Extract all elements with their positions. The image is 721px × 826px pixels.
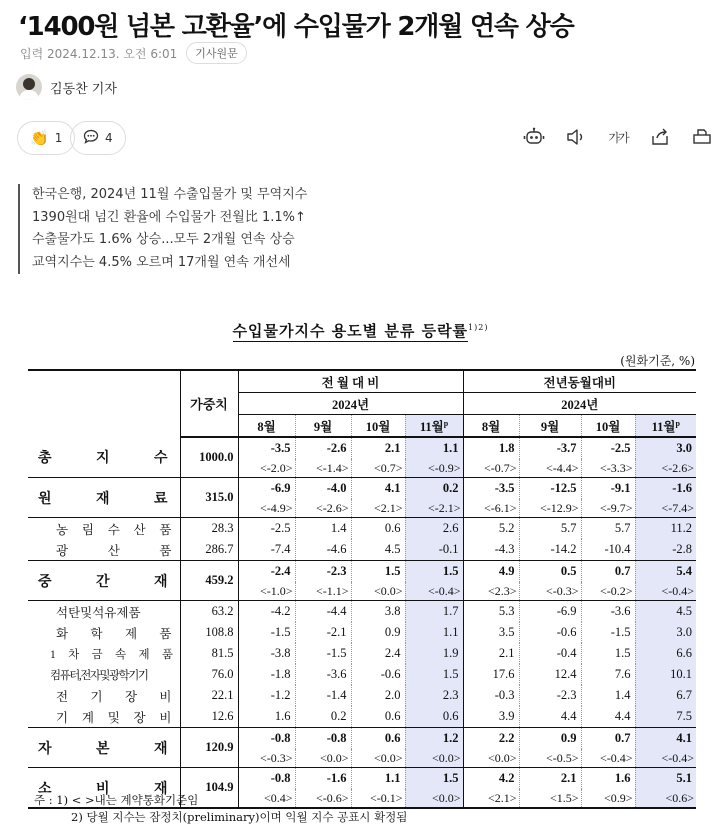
print-icon[interactable] — [691, 126, 713, 148]
month-header: 8월 — [463, 415, 519, 438]
table-sub-row — [28, 685, 696, 706]
value-cell: -2.5 — [581, 437, 635, 459]
value-cell: 12.4 — [519, 664, 581, 685]
contract-value-cell: <-0.3> — [519, 582, 581, 601]
article-toolbar — [523, 126, 713, 148]
contract-value-cell: <-2.1> — [405, 499, 463, 518]
value-cell: 2.6 — [405, 518, 463, 540]
sub-row-label: 컴퓨터,전자및광학기기 — [28, 664, 180, 685]
font-size-icon[interactable] — [607, 126, 629, 148]
contract-value-cell: <-0.3> — [238, 749, 295, 768]
contract-value-cell: <-0.9> — [405, 459, 463, 478]
weight-cell: 63.2 — [180, 601, 238, 623]
value-cell: -10.4 — [581, 539, 635, 561]
value-cell: -1.6 — [295, 768, 351, 790]
author-byline[interactable] — [16, 74, 117, 100]
value-cell: 1.5 — [351, 561, 405, 583]
value-cell: 0.2 — [295, 706, 351, 728]
value-cell: -6.9 — [519, 601, 581, 623]
value-cell: 5.7 — [581, 518, 635, 540]
month-header: 10월 — [351, 415, 405, 438]
table-title — [0, 320, 721, 341]
value-cell: 1.5 — [405, 768, 463, 790]
value-cell: 1.2 — [405, 728, 463, 750]
value-cell: -0.1 — [405, 539, 463, 561]
value-cell: 2.0 — [351, 685, 405, 706]
table-row — [28, 478, 696, 500]
value-cell: -6.9 — [238, 478, 295, 500]
contract-value-cell: <-1.4> — [295, 459, 351, 478]
row-label: 원 재 료 — [28, 478, 180, 518]
contract-value-cell: <-0.4> — [405, 582, 463, 601]
contract-value-cell: <-0.6> — [295, 789, 351, 808]
table-sub-row — [28, 706, 696, 728]
value-cell: -3.8 — [238, 643, 295, 664]
value-cell: 11.2 — [635, 518, 696, 540]
value-cell: 2.1 — [463, 643, 519, 664]
value-cell: 4.9 — [463, 561, 519, 583]
contract-value-cell: <2.1> — [351, 499, 405, 518]
value-cell: 6.7 — [635, 685, 696, 706]
table-title-note: 1)2) — [468, 323, 489, 332]
contract-value-cell: <0.4> — [238, 789, 295, 808]
contract-value-cell: <-0.1> — [351, 789, 405, 808]
value-cell: -0.8 — [238, 728, 295, 750]
table-sub-row — [28, 518, 696, 540]
value-cell: -2.3 — [295, 561, 351, 583]
contract-value-cell: <-3.3> — [581, 459, 635, 478]
value-cell: 5.1 — [635, 768, 696, 790]
speaker-icon[interactable] — [565, 126, 587, 148]
note-line: 주 : 1) < >내는 계약통화기준임 — [34, 793, 199, 807]
contract-value-cell: <0.9> — [581, 789, 635, 808]
label-header — [28, 370, 180, 437]
value-cell: 0.9 — [519, 728, 581, 750]
value-cell: -1.5 — [238, 622, 295, 643]
value-cell: 0.6 — [405, 706, 463, 728]
value-cell: 0.6 — [351, 518, 405, 540]
clap-icon: 👏 — [30, 129, 49, 147]
weight-cell: 459.2 — [180, 561, 238, 601]
table-sub-row — [28, 539, 696, 561]
contract-value-cell: <-1.0> — [238, 582, 295, 601]
share-icon[interactable] — [649, 126, 671, 148]
table-sub-row — [28, 622, 696, 643]
publish-date: 입력 2024.12.13. 오전 6:01 — [20, 46, 178, 61]
month-header: 9월 — [295, 415, 351, 438]
value-cell: 3.8 — [351, 601, 405, 623]
month-header: 8월 — [238, 415, 295, 438]
sub-row-label: 화 학 제 품 — [28, 622, 180, 643]
table-sub-row — [28, 643, 696, 664]
contract-value-cell: <-4.9> — [238, 499, 295, 518]
weight-cell: 1000.0 — [180, 437, 238, 478]
month-header: 11월$^p$ — [635, 415, 696, 438]
value-cell: 1.7 — [405, 601, 463, 623]
value-cell: 1.5 — [581, 643, 635, 664]
preliminary-mark: p — [675, 418, 680, 428]
contract-value-cell: <-12.9> — [519, 499, 581, 518]
value-cell: 3.0 — [635, 437, 696, 459]
comment-icon — [83, 129, 99, 147]
value-cell: 0.2 — [405, 478, 463, 500]
value-cell: 3.9 — [463, 706, 519, 728]
value-cell: 1.6 — [581, 768, 635, 790]
contract-value-cell: <1.5> — [519, 789, 581, 808]
value-cell: 7.5 — [635, 706, 696, 728]
import-price-table — [28, 369, 696, 809]
avatar — [16, 74, 42, 100]
weight-cell: 104.9 — [180, 768, 238, 809]
row-label: 소 비 재 — [28, 768, 180, 809]
value-cell: 5.7 — [519, 518, 581, 540]
value-cell: 5.2 — [463, 518, 519, 540]
month-header: 9월 — [519, 415, 581, 438]
value-cell: 1.8 — [463, 437, 519, 459]
weight-cell: 28.3 — [180, 518, 238, 540]
contract-value-cell: <-0.2> — [581, 582, 635, 601]
value-cell: -4.3 — [463, 539, 519, 561]
value-cell: 5.4 — [635, 561, 696, 583]
article-meta — [20, 42, 247, 64]
contract-value-cell: <0.6> — [635, 789, 696, 808]
value-cell: -3.5 — [463, 478, 519, 500]
contract-value-cell: <0.0> — [405, 789, 463, 808]
value-cell: -3.6 — [581, 601, 635, 623]
value-cell: 4.5 — [351, 539, 405, 561]
value-cell: -0.8 — [295, 728, 351, 750]
contract-value-cell: <2.3> — [463, 582, 519, 601]
table-sub-row — [28, 664, 696, 685]
value-cell: 0.6 — [351, 728, 405, 750]
value-cell: 2.4 — [351, 643, 405, 664]
contract-value-cell: <0.0> — [295, 749, 351, 768]
summary-line: 1390원대 넘긴 환율에 수입물가 전월比 1.1%↑ — [32, 209, 306, 225]
value-cell: -1.4 — [295, 685, 351, 706]
article-summary — [18, 184, 307, 274]
summary-line: 수출물가도 1.6% 상승...모두 2개월 연속 상승 — [32, 232, 295, 247]
value-cell: -4.0 — [295, 478, 351, 500]
weight-cell: 76.0 — [180, 664, 238, 685]
value-cell: -1.2 — [238, 685, 295, 706]
contract-value-cell: <-2.0> — [238, 459, 295, 478]
value-cell: 1.4 — [581, 685, 635, 706]
value-cell: 1.5 — [405, 664, 463, 685]
weight-cell: 120.9 — [180, 728, 238, 768]
contract-value-cell: <-2.6> — [635, 459, 696, 478]
value-cell: 4.4 — [581, 706, 635, 728]
sub-row-label: 기 계 및 장 비 — [28, 706, 180, 728]
row-label: 중 간 재 — [28, 561, 180, 601]
table-row — [28, 561, 696, 583]
value-cell: -3.6 — [295, 664, 351, 685]
row-label: 총 지 수 — [28, 437, 180, 478]
value-cell: -4.2 — [238, 601, 295, 623]
value-cell: -4.6 — [295, 539, 351, 561]
value-cell: 1.1 — [405, 437, 463, 459]
year-yoy-header: 2024년 — [463, 393, 696, 415]
weight-header: 가중치 — [180, 370, 238, 437]
contract-value-cell: <-7.4> — [635, 499, 696, 518]
comment-button[interactable] — [70, 121, 126, 155]
value-cell: 1.4 — [295, 518, 351, 540]
contract-value-cell: <-9.7> — [581, 499, 635, 518]
contract-value-cell: <0.0> — [351, 749, 405, 768]
value-cell: 1.1 — [405, 622, 463, 643]
contract-value-cell: <-4.4> — [519, 459, 581, 478]
contract-value-cell: <2.1> — [463, 789, 519, 808]
value-cell: 17.6 — [463, 664, 519, 685]
value-cell: -3.5 — [238, 437, 295, 459]
value-cell: 10.1 — [635, 664, 696, 685]
summary-line: 교역지수는 4.5% 오르며 17개월 연속 개선세 — [32, 254, 291, 270]
weight-cell: 81.5 — [180, 643, 238, 664]
value-cell: -2.6 — [295, 437, 351, 459]
weight-cell: 12.6 — [180, 706, 238, 728]
value-cell: 0.7 — [581, 561, 635, 583]
like-count: 1 — [54, 131, 63, 145]
value-cell: -0.6 — [519, 622, 581, 643]
sub-row-label: 광 산 품 — [28, 539, 180, 561]
table-sub-row — [28, 601, 696, 623]
value-cell: 0.5 — [519, 561, 581, 583]
value-cell: 3.0 — [635, 622, 696, 643]
value-cell: 2.1 — [519, 768, 581, 790]
contract-value-cell: <0.0> — [351, 582, 405, 601]
value-cell: -4.4 — [295, 601, 351, 623]
sub-row-label: 농 림 수 산 품 — [28, 518, 180, 540]
table-row — [28, 437, 696, 459]
group-yoy-header: 전년동월대비 — [463, 370, 696, 393]
value-cell: 4.2 — [463, 768, 519, 790]
year-mom-header: 2024년 — [238, 393, 463, 415]
row-label: 자 본 재 — [28, 728, 180, 768]
value-cell: -2.4 — [238, 561, 295, 583]
month-header: 11월$^p$ — [405, 415, 463, 438]
value-cell: 4.5 — [635, 601, 696, 623]
sub-row-label: 1 차 금 속 제 품 — [28, 643, 180, 664]
weight-cell: 108.8 — [180, 622, 238, 643]
contract-value-cell: <0.0> — [405, 749, 463, 768]
value-cell: -1.8 — [238, 664, 295, 685]
contract-value-cell: <0.7> — [351, 459, 405, 478]
value-cell: 3.5 — [463, 622, 519, 643]
value-cell: 2.2 — [463, 728, 519, 750]
weight-cell: 315.0 — [180, 478, 238, 518]
weight-cell: 22.1 — [180, 685, 238, 706]
comment-count: 4 — [105, 131, 113, 145]
article-headline: ‘1400원 넘본 고환율’에 수입물가 2개월 연속 상승 — [18, 12, 574, 42]
sub-row-label: 석탄및석유제품 — [28, 601, 180, 623]
value-cell: -2.3 — [519, 685, 581, 706]
value-cell: -0.3 — [463, 685, 519, 706]
contract-value-cell: <-6.1> — [463, 499, 519, 518]
contract-value-cell: <-0.4> — [635, 582, 696, 601]
value-cell: 0.6 — [351, 706, 405, 728]
original-article-button[interactable]: 기사원문 — [186, 42, 247, 64]
value-cell: 1.5 — [405, 561, 463, 583]
note-line: 2) 당월 지수는 잠정치(preliminary)이며 익월 지수 공표시 확정됨 — [71, 810, 408, 824]
contract-value-cell: <-0.4> — [635, 749, 696, 768]
table-notes — [34, 792, 407, 826]
value-cell: 6.6 — [635, 643, 696, 664]
contract-value-cell: <-0.5> — [519, 749, 581, 768]
contract-value-cell: <-0.7> — [463, 459, 519, 478]
value-cell: 4.1 — [635, 728, 696, 750]
table-row — [28, 728, 696, 750]
value-cell: -9.1 — [581, 478, 635, 500]
value-cell: -0.8 — [238, 768, 295, 790]
contract-value-cell: <-2.6> — [295, 499, 351, 518]
value-cell: -2.1 — [295, 622, 351, 643]
value-cell: 0.7 — [581, 728, 635, 750]
table-title-text: 수입물가지수 용도별 분류 등락률 — [232, 322, 469, 340]
value-cell: 1.6 — [238, 706, 295, 728]
value-cell: -2.5 — [238, 518, 295, 540]
author-name: 김동찬 기자 — [50, 81, 117, 97]
ai-summary-robot-icon[interactable] — [523, 126, 545, 148]
like-button[interactable] — [17, 121, 75, 155]
table-unit: (원화기준, %) — [620, 354, 695, 368]
value-cell: -1.5 — [295, 643, 351, 664]
value-cell: 4.1 — [351, 478, 405, 500]
value-cell: -3.7 — [519, 437, 581, 459]
value-cell: -0.4 — [519, 643, 581, 664]
value-cell: 7.6 — [581, 664, 635, 685]
value-cell: -0.6 — [351, 664, 405, 685]
value-cell: 1.9 — [405, 643, 463, 664]
value-cell: 4.4 — [519, 706, 581, 728]
preliminary-mark: p — [443, 418, 449, 428]
value-cell: -7.4 — [238, 539, 295, 561]
month-header: 10월 — [581, 415, 635, 438]
value-cell: 2.1 — [351, 437, 405, 459]
table-row — [28, 768, 696, 790]
contract-value-cell: <-0.4> — [581, 749, 635, 768]
value-cell: 5.3 — [463, 601, 519, 623]
contract-value-cell: <0.0> — [463, 749, 519, 768]
value-cell: -1.6 — [635, 478, 696, 500]
value-cell: -14.2 — [519, 539, 581, 561]
value-cell: 0.9 — [351, 622, 405, 643]
contract-value-cell: <-1.1> — [295, 582, 351, 601]
summary-line: 한국은행, 2024년 11월 수출입물가 및 무역지수 — [32, 187, 308, 202]
group-mom-header: 전 월 대 비 — [238, 370, 463, 393]
font-size-label: 가가 — [608, 130, 628, 145]
value-cell: -1.5 — [581, 622, 635, 643]
sub-row-label: 전 기 장 비 — [28, 685, 180, 706]
value-cell: -2.8 — [635, 539, 696, 561]
value-cell: 2.3 — [405, 685, 463, 706]
value-cell: 1.1 — [351, 768, 405, 790]
weight-cell: 286.7 — [180, 539, 238, 561]
value-cell: -12.5 — [519, 478, 581, 500]
